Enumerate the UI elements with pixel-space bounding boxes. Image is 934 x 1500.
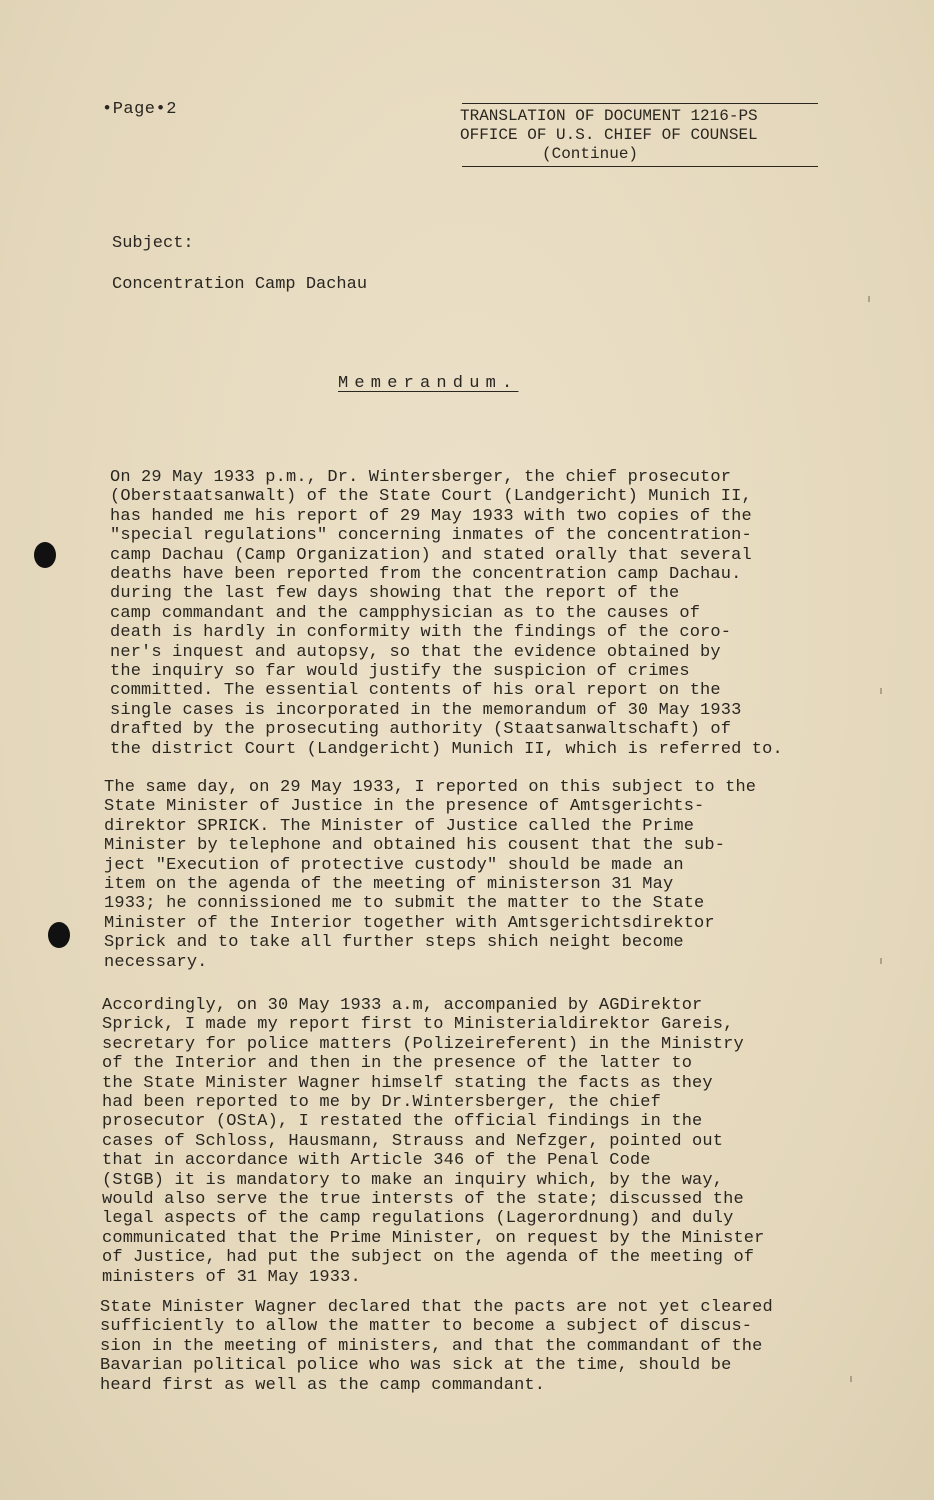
page-number: •Page•2 bbox=[102, 100, 177, 119]
header-line-2: OFFICE OF U.S. CHIEF OF COUNSEL bbox=[460, 126, 758, 144]
paper-speck bbox=[868, 296, 870, 302]
paragraph-1: On 29 May 1933 p.m., Dr. Wintersberger, the chief prosecutor (Oberstaatsanwalt) of the State Court (Landgericht) Munich II, has handed me his report of 29 May 1933 with two copies of the "special regulations" concerning inmates of the concentration- camp Dachau (Camp Organization) and stated orally that several deaths have been reported from the concentration camp Dachau. during the last few days showing that the report of the camp commandant and the campphysician as to the causes of death is hardly in conformity with the findings of the coro- ner's inquest and autopsy, so that the evidence obtained by the inquiry so far would justify the suspicion of crimes committed. The essential contents of his oral report on the single cases is incorporated in the memorandum of 30 May 1933 drafted by the prosecuting authority (Staatsanwaltschaft) of the district Court (Landgericht) Munich II, which is referred to. bbox=[110, 468, 783, 759]
punch-hole-bottom bbox=[48, 922, 70, 948]
header-top-rule bbox=[462, 103, 818, 104]
header-bottom-rule bbox=[462, 166, 818, 167]
paragraph-2: The same day, on 29 May 1933, I reported on this subject to the State Minister of Justice in the presence of Amtsgerichts- direktor SPRICK. The Minister of Justice called the Prime Minister by telephone and obtained his cousent that the sub- ject "Execution of protective custody" should be made an item on the agenda of the meeting of ministerson 31 May 1933; he connissioned me to submit the matter to the State Minister of the Interior together with Amtsgerichtsdirektor Sprick and to take all further steps shich neight become necessary. bbox=[104, 778, 757, 972]
header-line-1: TRANSLATION OF DOCUMENT 1216-PS bbox=[460, 107, 758, 125]
memo-title: Memerandum. bbox=[338, 374, 519, 393]
header-line-3: (Continue) bbox=[542, 145, 639, 163]
paper-speck bbox=[850, 1376, 852, 1382]
subject-label: Subject: bbox=[112, 234, 194, 253]
punch-hole-top bbox=[34, 542, 56, 568]
paragraph-3: Accordingly, on 30 May 1933 a.m, accompanied by AGDirektor Sprick, I made my report first to Ministerialdirektor Gareis, secretary for police matters (Polizeireferent) in the Ministry of the Interior and then in the presence of the latter to the State Minister Wagner himself stating the facts as they had been reported to me by Dr.Wintersberger, the chief prosecutor (OStA), I restated the official findings in the cases of Schloss, Hausmann, Strauss and Nefzger, pointed out that in accordance with Article 346 of the Penal Code (StGB) it is mandatory to make an inquiry which, by the way, would also serve the true intersts of the state; discussed the legal aspects of the camp regulations (Lagerordnung) and duly communicated that the Prime Minister, on request by the Minister of Justice, had put the subject on the agenda of the meeting of ministers of 31 May 1933. bbox=[102, 996, 765, 1287]
paper-speck bbox=[880, 958, 882, 964]
subject-value: Concentration Camp Dachau bbox=[112, 275, 368, 294]
paragraph-4: State Minister Wagner declared that the pacts are not yet cleared sufficiently to allow the matter to become a subject of discus- sion in the meeting of ministers, and that the commandant of the Bavarian political police who was sick at the time, should be heard first as well as the camp commandant. bbox=[100, 1298, 773, 1395]
paper-speck bbox=[880, 688, 882, 694]
